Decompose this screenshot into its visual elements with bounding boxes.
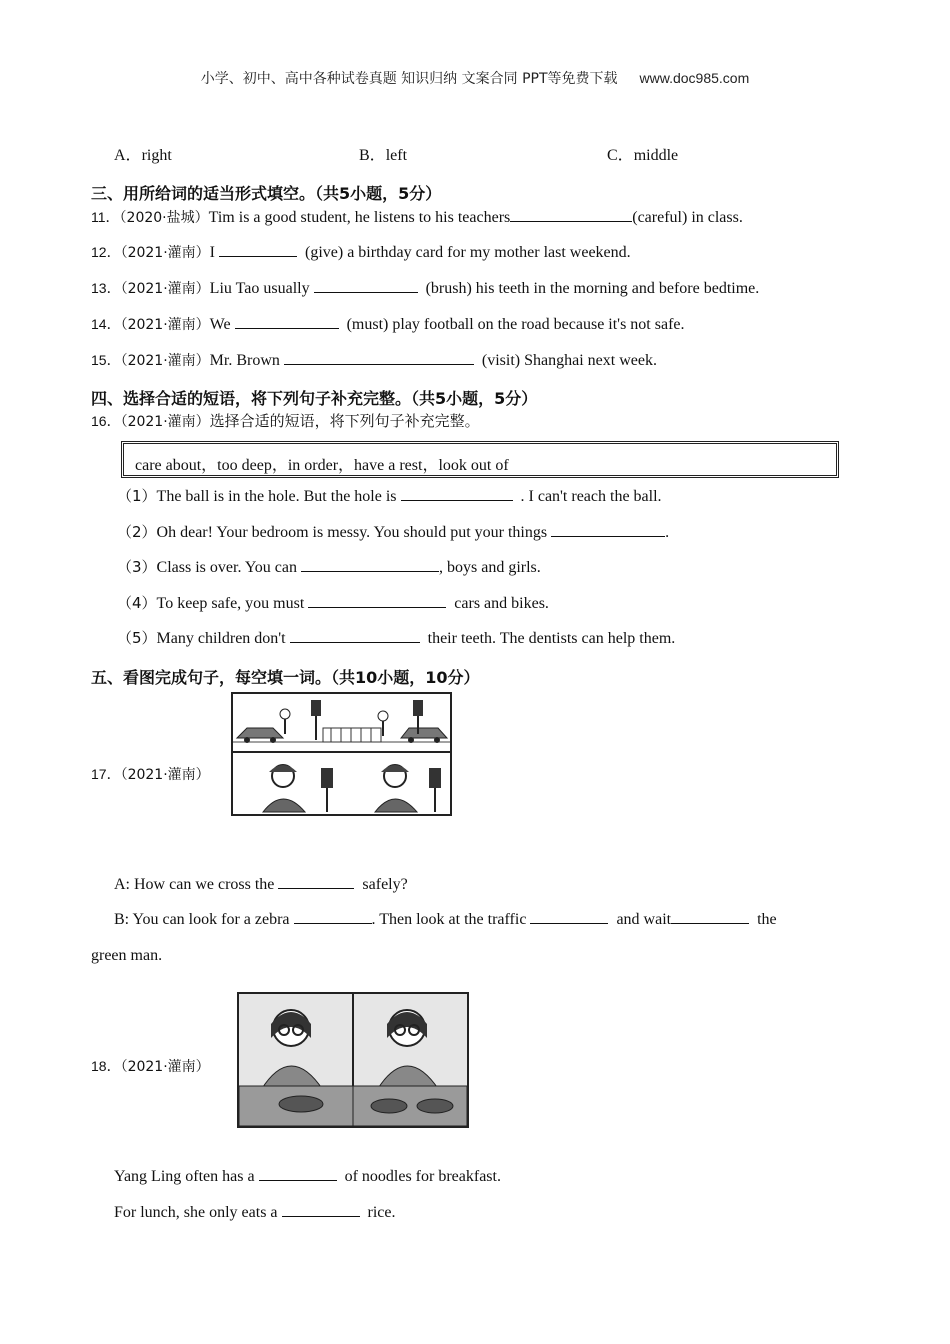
question-18-label: 18．（2021·灌南） — [91, 1058, 210, 1075]
answer-blank[interactable] — [530, 909, 608, 924]
question-11: 11．（2020·盐城）Tim is a good student, he listens to his teachers (careful) in class. — [91, 209, 743, 226]
sentence-4: （4）To keep safe, you must cars and bikes. — [117, 594, 549, 612]
option-c: C．middle — [607, 147, 679, 164]
section3-title: 三、用所给词的适当形式填空。（共5小题，5分） — [91, 184, 442, 203]
answer-blank[interactable] — [278, 874, 354, 889]
q17-line-a: A: How can we cross the safely? — [114, 876, 408, 893]
question-15: 15．（2021·灌南）Mr. Brown (visit) Shanghai next week. — [91, 352, 657, 369]
question-13: 13．（2021·灌南）Liu Tao usually (brush) his teeth in the morning and before bedtime. — [91, 280, 760, 297]
answer-blank[interactable] — [290, 628, 420, 643]
q18-line-1: Yang Ling often has a of noodles for breakfast. — [114, 1168, 501, 1185]
section5-title: 五、看图完成句子，每空填一词。（共10小题，10分） — [91, 668, 480, 687]
answer-blank[interactable] — [510, 207, 632, 222]
traffic-illustration — [231, 692, 452, 816]
q18-line-2: For lunch, she only eats a rice. — [114, 1204, 396, 1221]
answer-blank[interactable] — [671, 909, 749, 924]
option-a: A．right — [114, 147, 172, 164]
q17-line-c: green man. — [91, 947, 163, 964]
header-text: 小学、初中、高中各种试卷真题 知识归纳 文案合同 PPT等免费下载 — [200, 71, 618, 87]
answer-blank[interactable] — [301, 557, 439, 572]
question-14: 14．（2021·灌南）We (must) play football on the road because it's not safe. — [91, 316, 685, 333]
answer-blank[interactable] — [294, 909, 372, 924]
sentence-1: （1）The ball is in the hole. But the hole is . I can't reach the ball. — [117, 487, 662, 505]
section4-title: 四、选择合适的短语，将下列句子补充完整。（共5小题，5分） — [91, 389, 538, 408]
question-16: 16．（2021·灌南）选择合适的短语，将下列句子补充完整。 — [91, 412, 480, 430]
meal-illustration — [237, 992, 469, 1128]
q17-line-b: B: You can look for a zebra . Then look at the traffic and wait the — [114, 911, 777, 928]
answer-blank[interactable] — [308, 593, 446, 608]
answer-blank[interactable] — [219, 242, 297, 257]
answer-blank[interactable] — [284, 350, 474, 365]
sentence-3: （3）Class is over. You can , boys and girls. — [117, 558, 541, 576]
answer-blank[interactable] — [314, 278, 418, 293]
question-12: 12．（2021·灌南）I (give) a birthday card for my mother last weekend. — [91, 244, 631, 261]
sentence-2: （2）Oh dear! Your bedroom is messy. You should put your things . — [117, 523, 670, 541]
answer-blank[interactable] — [259, 1166, 337, 1181]
page-header — [0, 68, 950, 88]
question-17-label: 17．（2021·灌南） — [91, 766, 210, 783]
header-url[interactable]: www.doc985.com — [639, 70, 750, 86]
option-b: B．left — [359, 147, 408, 164]
answer-blank[interactable] — [282, 1202, 360, 1217]
answer-blank[interactable] — [551, 522, 665, 537]
sentence-5: （5）Many children don't their teeth. The dentists can help them. — [117, 629, 676, 647]
word-box-text: care about，too deep，in order，have a rest，look out of — [135, 457, 509, 474]
answer-blank[interactable] — [235, 314, 339, 329]
word-box — [121, 441, 839, 478]
answer-blank[interactable] — [401, 486, 513, 501]
